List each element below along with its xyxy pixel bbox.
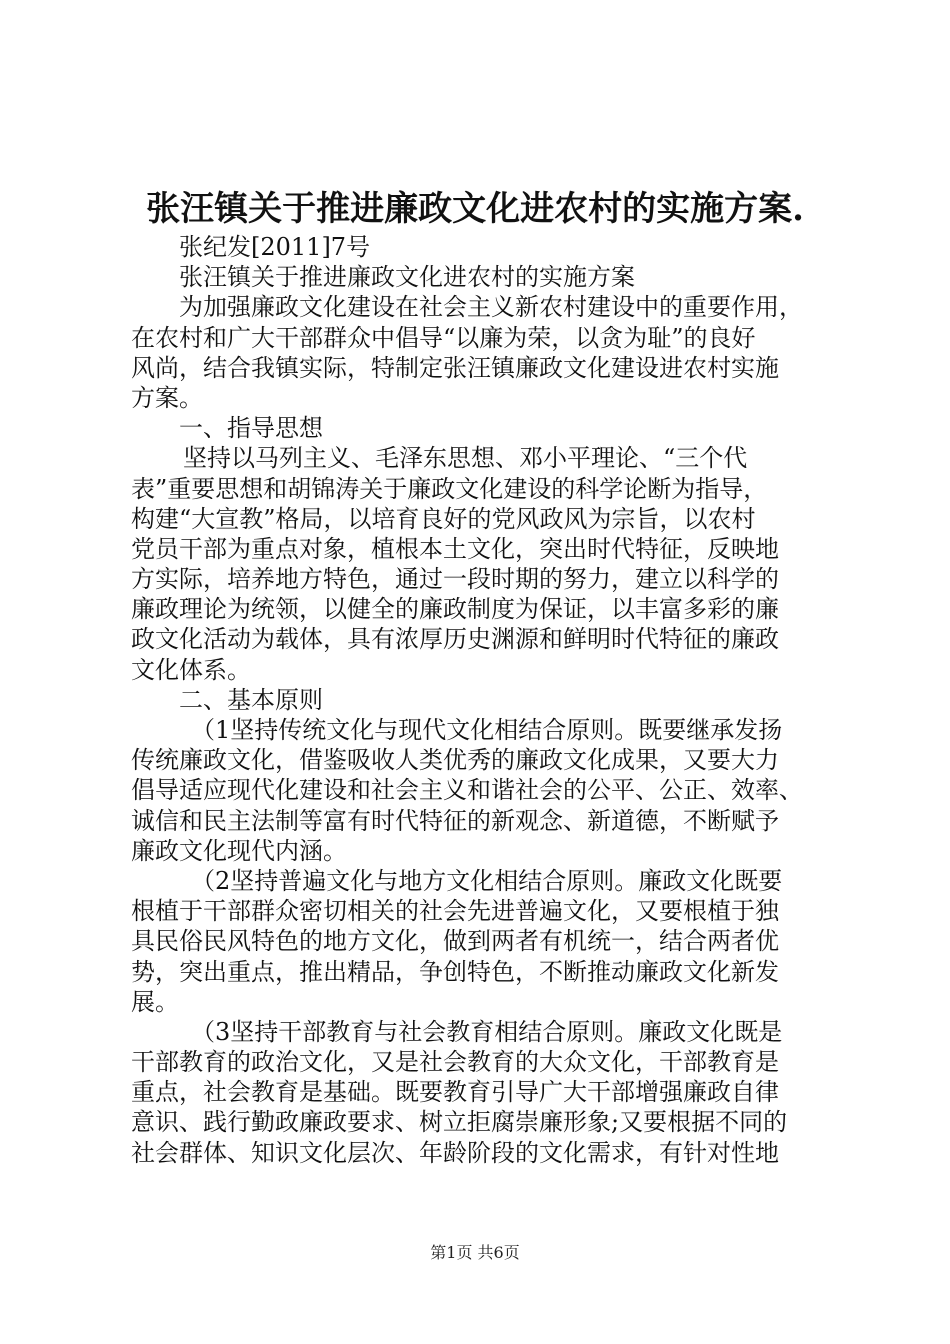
paragraph-line: （3坚持干部教育与社会教育相结合原则。廉政文化既是 — [191, 1017, 783, 1046]
paragraph-line: 传统廉政文化，借鉴吸收人类优秀的廉政文化成果，又要大力 — [131, 746, 779, 775]
paragraph-line: 干部教育的政治文化，又是社会教育的大众文化，干部教育是 — [131, 1048, 779, 1077]
section-heading: 一、指导思想 — [179, 414, 323, 443]
paragraph-line: （1坚持传统文化与现代文化相结合原则。既要继承发扬 — [191, 716, 783, 744]
document-number: 张纪发[2011]7号 — [179, 233, 371, 261]
paragraph-line: 势，突出重点，推出精品，争创特色，不断推动廉政文化新发 — [131, 957, 779, 986]
paragraph-line: 具民俗民风特色的地方文化，做到两者有机统一，结合两者优 — [131, 927, 779, 956]
document-body — [131, 232, 831, 1168]
paragraph-line: 方案。 — [131, 383, 203, 412]
paragraph-line: 重点，社会教育是基础。既要教育引导广大干部增强廉政自律 — [131, 1078, 779, 1107]
page-footer: 第1页 共6页 — [430, 1243, 520, 1262]
section-heading: 二、基本原则 — [179, 685, 323, 714]
paragraph-line: 在农村和广大干部群众中倡导“以廉为荣，以贪为耻”的良好 — [131, 323, 756, 352]
document-subtitle: 张汪镇关于推进廉政文化进农村的实施方案 — [179, 263, 635, 292]
paragraph-line: 构建“大宣教”格局，以培育良好的党风政风为宗旨，以农村 — [131, 504, 756, 533]
paragraph-line: 展。 — [131, 987, 179, 1016]
document-title: 张汪镇关于推进廉政文化进农村的实施方案. — [146, 189, 804, 229]
paragraph-line: 文化体系。 — [131, 655, 251, 684]
paragraph-line: 根植于干部群众密切相关的社会先进普遍文化，又要根植于独 — [131, 897, 779, 926]
paragraph-line: 意识、践行勤政廉政要求、树立拒腐崇廉形象;又要根据不同的 — [131, 1108, 788, 1137]
paragraph-line: 政文化活动为载体，具有浓厚历史渊源和鲜明时代特征的廉政 — [131, 625, 779, 654]
paragraph-line: 为加强廉政文化建设在社会主义新农村建设中的重要作用， — [179, 293, 803, 322]
paragraph-line: 廉政理论为统领，以健全的廉政制度为保证，以丰富多彩的廉 — [131, 595, 779, 624]
paragraph-line: 方实际，培养地方特色，通过一段时期的努力，建立以科学的 — [131, 565, 779, 594]
paragraph-line: 风尚，结合我镇实际，特制定张汪镇廉政文化建设进农村实施 — [131, 353, 779, 382]
paragraph-line: 廉政文化现代内涵。 — [131, 836, 347, 865]
paragraph-line: 表”重要思想和胡锦涛关于廉政文化建设的科学论断为指导， — [131, 474, 768, 503]
paragraph-line: （2坚持普遍文化与地方文化相结合原则。廉政文化既要 — [191, 866, 783, 895]
paragraph-line: 诚信和民主法制等富有时代特征的新观念、新道德，不断赋予 — [131, 806, 779, 835]
paragraph-line: 社会群体、知识文化层次、年龄阶段的文化需求，有针对性地 — [131, 1138, 779, 1167]
paragraph-line: 倡导适应现代化建设和社会主义和谐社会的公平、公正、效率、 — [131, 776, 803, 805]
paragraph-line: 党员干部为重点对象，植根本土文化，突出时代特征，反映地 — [131, 534, 779, 563]
paragraph-line: 坚持以马列主义、毛泽东思想、邓小平理论、“三个代 — [183, 444, 748, 473]
